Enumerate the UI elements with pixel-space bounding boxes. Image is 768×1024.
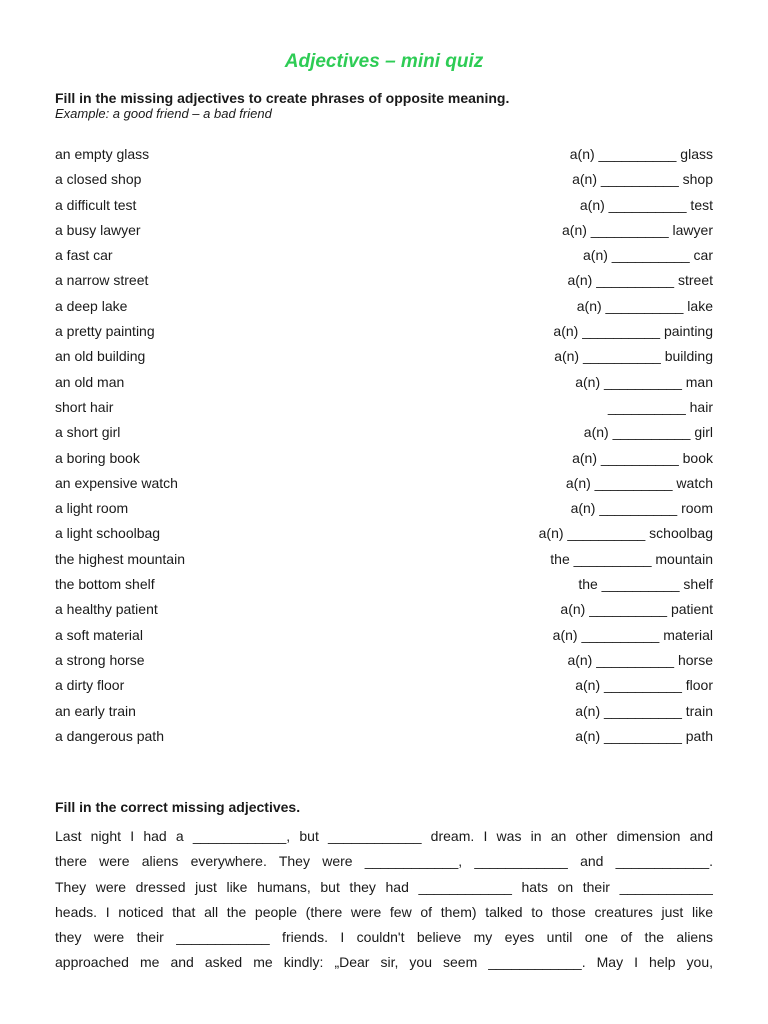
phrase-left: an empty glass	[55, 146, 150, 162]
list-item	[55, 652, 713, 677]
phrase-right-blank: the __________ shelf	[578, 576, 713, 593]
list-item	[55, 298, 713, 323]
story-line-text: they were their ____________ friends. I couldn't believe my eyes until one of the aliens	[55, 929, 713, 946]
opposites-list	[55, 146, 713, 753]
phrase-right-blank: a(n) __________ path	[575, 727, 713, 744]
phrase-right-blank: a(n) __________ train	[575, 702, 713, 719]
section2-instruction: Fill in the correct missing adjectives.	[55, 799, 301, 815]
phrase-right-blank: __________ hair	[607, 398, 713, 415]
list-item	[55, 677, 713, 702]
list-item	[55, 601, 713, 626]
list-item	[55, 525, 713, 550]
phrase-left: a dangerous path	[55, 727, 164, 744]
phrase-right-blank: a(n) __________ lawyer	[562, 221, 713, 238]
list-item	[55, 703, 713, 728]
phrase-right-blank: a(n) __________ girl	[583, 424, 713, 441]
phrase-right-blank: a(n) __________ car	[583, 247, 713, 264]
phrase-right-blank: a(n) __________ painting	[553, 323, 713, 340]
phrase-left: a narrow street	[55, 272, 149, 289]
phrase-left: a boring book	[55, 449, 140, 466]
list-item	[55, 374, 713, 399]
phrase-left: a healthy patient	[55, 601, 158, 618]
phrase-right-blank: a(n) __________ glass	[569, 146, 713, 162]
phrase-left: a fast car	[55, 247, 113, 264]
phrase-right-blank: a(n) __________ building	[554, 348, 713, 365]
list-item	[55, 399, 713, 424]
phrase-left: a dirty floor	[55, 677, 125, 694]
story-line-text: They were dressed just like humans, but they had ____________ hats on their ____________	[55, 878, 713, 895]
story-line-text: heads. I noticed that all the people (there were few of them) talked to those creatures just like	[55, 903, 713, 920]
phrase-right-blank: a(n) __________ book	[572, 449, 713, 466]
phrase-left: the highest mountain	[55, 550, 185, 567]
list-item	[55, 222, 713, 247]
list-item	[55, 146, 713, 171]
phrase-left: a pretty painting	[55, 323, 155, 340]
phrase-left: a difficult test	[55, 196, 137, 213]
phrase-right-blank: a(n) __________ shop	[572, 171, 713, 188]
story-line	[55, 824, 713, 849]
list-item	[55, 171, 713, 196]
list-item	[55, 247, 713, 272]
story-line	[55, 849, 713, 874]
phrase-left: a soft material	[55, 626, 143, 643]
phrase-left: a strong horse	[55, 651, 145, 668]
list-item	[55, 475, 713, 500]
phrase-right-blank: a(n) __________ watch	[565, 474, 713, 491]
phrase-right-blank: a(n) __________ patient	[560, 601, 713, 618]
story-line	[55, 925, 713, 950]
phrase-left: a short girl	[55, 424, 121, 441]
phrase-left: an old man	[55, 373, 125, 390]
phrase-left: a closed shop	[55, 171, 142, 188]
section1-example: Example: a good friend – a bad friend	[55, 106, 272, 121]
section1-instruction: Fill in the missing adjectives to create phrases of opposite meaning.	[55, 90, 510, 106]
phrase-left: an early train	[55, 702, 136, 719]
list-item	[55, 500, 713, 525]
phrase-left: a busy lawyer	[55, 221, 141, 238]
story-line	[55, 875, 713, 900]
list-item	[55, 272, 713, 297]
story-line-text: there were aliens everywhere. They were ____________, ____________ and ____________.	[55, 853, 713, 870]
list-item	[55, 551, 713, 576]
story-line-text: approached me and asked me kindly: „Dear sir, you seem ____________. May I help you,	[55, 954, 713, 971]
list-item	[55, 576, 713, 601]
list-item	[55, 728, 713, 753]
story-paragraph	[55, 824, 713, 976]
phrase-right-blank: a(n) __________ lake	[576, 297, 713, 314]
phrase-left: an old building	[55, 348, 146, 365]
story-line-text: Last night I had a ____________, but ____________ dream. I was in an other dimension and	[55, 828, 713, 844]
phrase-right-blank: a(n) __________ test	[579, 196, 713, 213]
list-item	[55, 627, 713, 652]
list-item	[55, 348, 713, 373]
phrase-right-blank: a(n) __________ floor	[575, 677, 713, 694]
phrase-left: an expensive watch	[55, 474, 178, 491]
list-item	[55, 450, 713, 475]
phrase-left: a light schoolbag	[55, 525, 161, 542]
list-item	[55, 197, 713, 222]
story-line	[55, 900, 713, 925]
phrase-left: a light room	[55, 500, 129, 517]
phrase-right-blank: a(n) __________ man	[575, 373, 713, 390]
story-line	[55, 950, 713, 975]
page-title: Adjectives – mini quiz	[284, 51, 484, 72]
phrase-right-blank: a(n) __________ street	[567, 272, 713, 289]
phrase-right-blank: a(n) __________ room	[570, 500, 713, 517]
phrase-left: a deep lake	[55, 297, 128, 314]
phrase-right-blank: the __________ mountain	[550, 550, 713, 567]
phrase-right-blank: a(n) __________ schoolbag	[538, 525, 713, 542]
list-item	[55, 323, 713, 348]
phrase-left: short hair	[55, 398, 114, 415]
phrase-left: the bottom shelf	[55, 576, 155, 593]
list-item	[55, 424, 713, 449]
phrase-right-blank: a(n) __________ horse	[567, 651, 713, 668]
phrase-right-blank: a(n) __________ material	[552, 626, 713, 643]
